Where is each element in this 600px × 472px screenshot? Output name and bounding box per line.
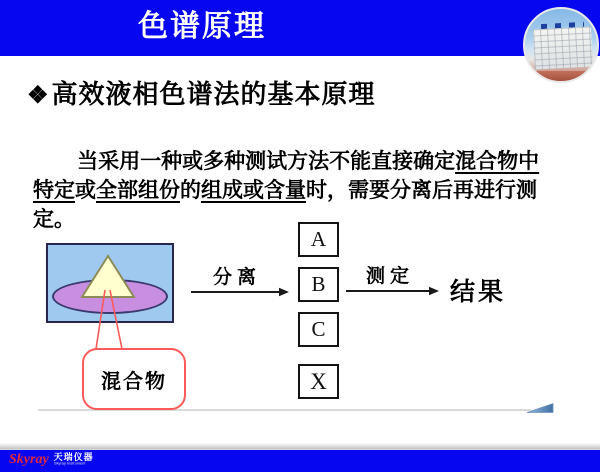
mixture-callout — [82, 348, 186, 410]
paragraph-segment: 组成或含量 — [201, 179, 306, 202]
photo-base — [525, 71, 597, 81]
component-box-x: X — [298, 364, 339, 399]
paragraph-segment: 定。 — [33, 208, 75, 231]
component-box-a: A — [298, 222, 339, 257]
section-heading — [27, 77, 376, 113]
header-bar — [0, 0, 600, 56]
section-heading-text: 高效液相色谱法的基本原理 — [51, 79, 376, 109]
paragraph-segment: 时，需要分离后再进行测 — [306, 179, 537, 202]
footer-bar — [0, 450, 600, 472]
paragraph-segment: 或 — [75, 179, 96, 202]
measure-arrow-head — [429, 287, 439, 295]
paragraph-segment: 的 — [180, 179, 201, 202]
mixture-callout-label: 混合物 — [101, 370, 167, 393]
component-box-b: B — [298, 267, 339, 302]
logo-script-text: Skyray — [9, 452, 49, 467]
diamond-bullet-icon: ❖ — [27, 82, 50, 109]
separation-arrow-head — [279, 288, 289, 296]
logo-company-name: 天瑞仪器 — [53, 451, 94, 462]
logo-company-subtext: Skyray Instrument — [53, 461, 86, 466]
footer-shadow — [0, 443, 600, 450]
paragraph-segment: 当采用一种或多种测试方法不能直接确定 — [77, 150, 456, 173]
measure-label: 测定 — [366, 266, 415, 287]
paragraph-segment: 全部组份 — [96, 179, 180, 202]
photo-building-facade — [533, 26, 593, 69]
result-label: 结果 — [450, 278, 507, 306]
paragraph-segment: 混合物中 — [455, 150, 540, 173]
component-box-c: C — [298, 312, 339, 347]
body-paragraph — [33, 147, 593, 234]
paragraph-segment: 特定 — [33, 179, 75, 202]
separation-label: 分离 — [213, 267, 262, 288]
building-photo — [523, 7, 599, 83]
skyray-logo — [9, 452, 102, 468]
wedge-decoration — [527, 404, 553, 413]
slide-title: 色谱原理 — [138, 10, 266, 43]
mixture-ellipse — [52, 279, 168, 314]
